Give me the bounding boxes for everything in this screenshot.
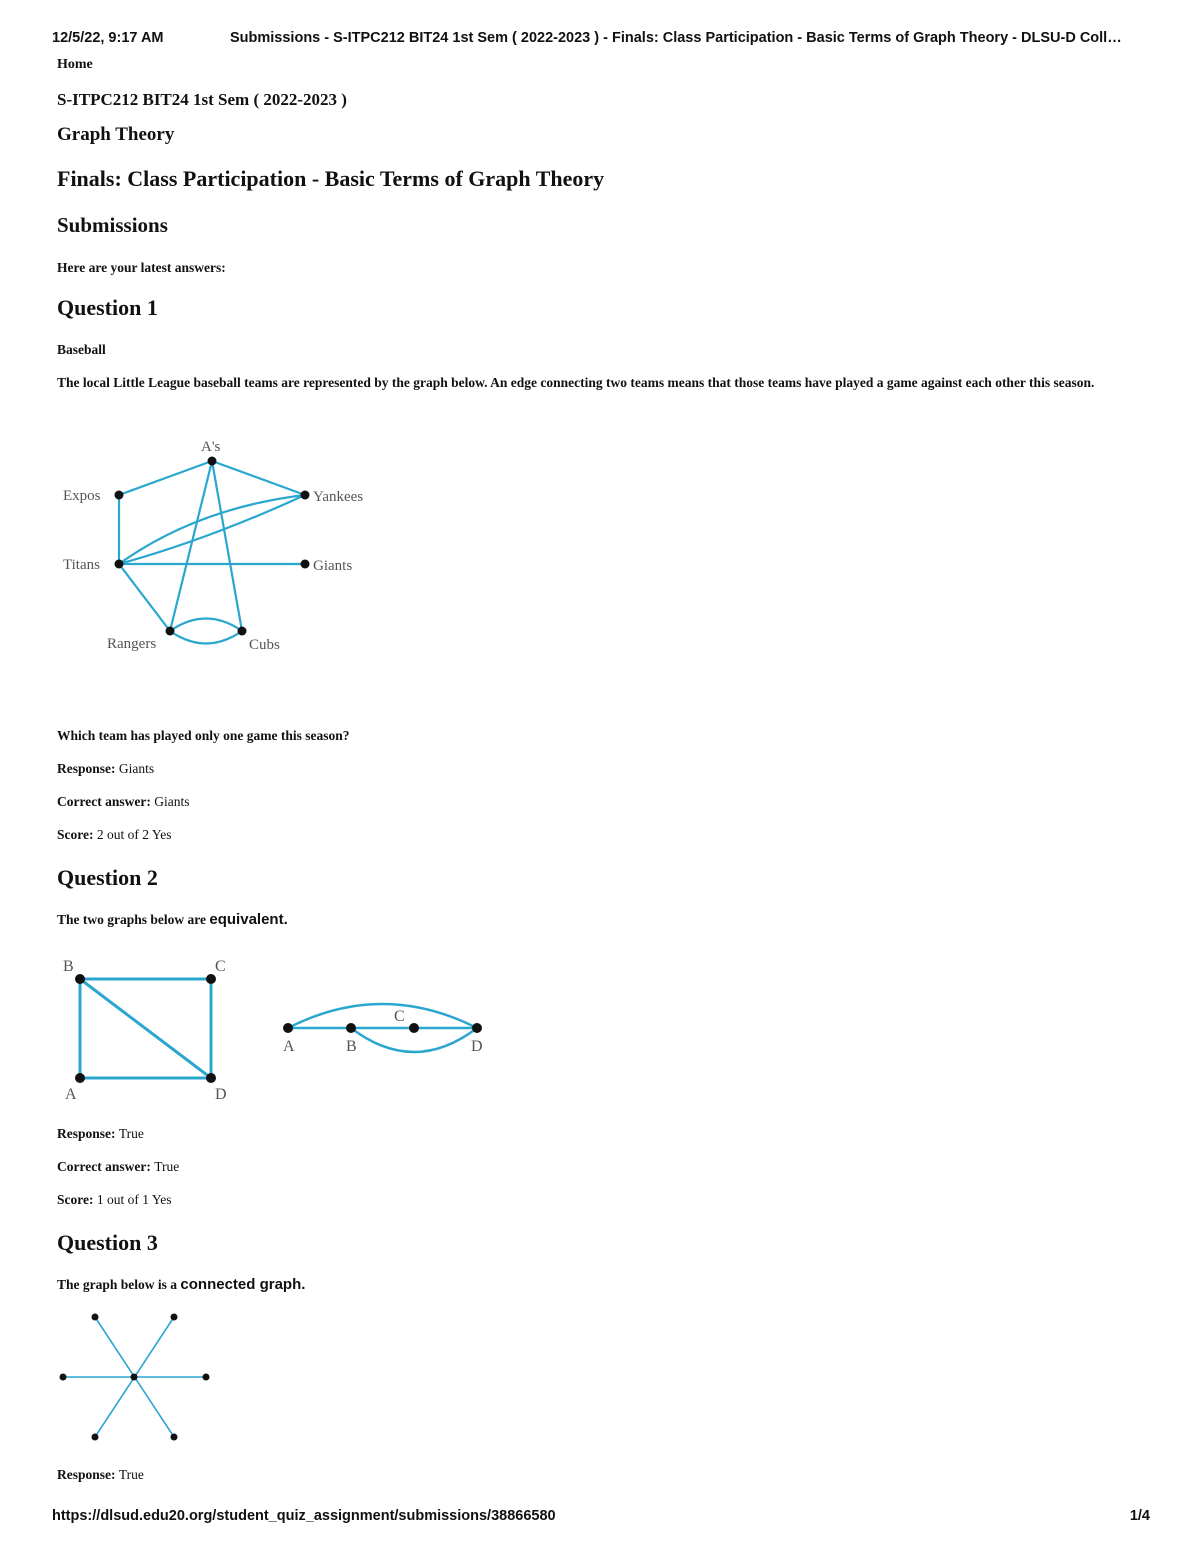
question-2-prompt-text: The two graphs below are	[57, 912, 207, 927]
edge-rangers-cubs-1	[170, 619, 242, 632]
vertex-giants	[301, 560, 310, 569]
graph1-label-a: A	[65, 1086, 77, 1103]
page-url: https://dlsud.edu20.org/student_quiz_assignment/submissions/38866580	[52, 1508, 556, 1524]
correct-answer-value: True	[154, 1159, 180, 1174]
response-label: Response:	[57, 1126, 116, 1141]
vertex-b2	[346, 1023, 356, 1033]
score-value: 2 out of 2 Yes	[96, 827, 172, 842]
edge-b-d	[80, 979, 211, 1078]
graph1-label-b: B	[63, 958, 74, 975]
graph-label-expos: Expos	[63, 488, 101, 504]
score-value: 1 out of 1 Yes	[96, 1192, 172, 1207]
question-3-prompt-text: The graph below is a	[57, 1277, 178, 1292]
question-2-heading: Question 2	[57, 865, 158, 890]
response-value: True	[118, 1467, 144, 1482]
print-header	[52, 30, 1150, 50]
question-2-prompt-keyword: equivalent.	[209, 911, 288, 928]
vertex-bottom-right	[171, 1434, 178, 1441]
question-2-graphs	[57, 952, 497, 1112]
graph1-label-c: C	[215, 958, 226, 975]
print-date: 12/5/22, 9:17 AM	[52, 30, 164, 46]
vertex-right	[203, 1374, 210, 1381]
vertex-a	[75, 1073, 85, 1083]
correct-answer-label: Correct answer:	[57, 794, 151, 809]
print-page-title: Submissions - S-ITPC212 BIT24 1st Sem ( 2022-2023 ) - Finals: Class Participation - Basic Terms of Graph Theory - DLSU-D Coll…	[230, 30, 1122, 46]
vertex-left	[60, 1374, 67, 1381]
score-label: Score:	[57, 1192, 94, 1207]
edge-as-cubs	[212, 461, 242, 631]
graph-label-as: A's	[201, 439, 221, 455]
section-title: Graph Theory	[57, 124, 175, 145]
response-label: Response:	[57, 1467, 116, 1482]
vertex-top-right	[171, 1314, 178, 1321]
graph2-label-d: D	[471, 1038, 483, 1055]
question-2-score	[57, 1192, 172, 1208]
question-2-correct-answer	[57, 1159, 179, 1175]
vertex-as	[208, 457, 217, 466]
question-1-text: Which team has played only one game this season?	[57, 728, 350, 743]
vertex-expos	[115, 491, 124, 500]
print-footer	[52, 1508, 1150, 1524]
question-1-score	[57, 827, 172, 843]
edge-as-expos	[119, 461, 212, 495]
vertex-titans	[115, 560, 124, 569]
vertex-top-left	[92, 1314, 99, 1321]
vertex-b	[75, 974, 85, 984]
question-3-response	[57, 1467, 144, 1483]
course-title: S-ITPC212 BIT24 1st Sem ( 2022-2023 )	[57, 90, 347, 109]
edge-titans-yankees-1	[119, 495, 305, 564]
vertex-d	[206, 1073, 216, 1083]
graph-label-cubs: Cubs	[249, 637, 280, 653]
graph1-label-d: D	[215, 1086, 227, 1103]
score-label: Score:	[57, 827, 94, 842]
graph-label-titans: Titans	[63, 557, 100, 573]
graph-label-rangers: Rangers	[107, 636, 157, 652]
question-3-graph	[57, 1308, 227, 1448]
question-3-heading: Question 3	[57, 1230, 158, 1255]
graph-label-yankees: Yankees	[313, 489, 364, 505]
question-1-prompt: The local Little League baseball teams are represented by the graph below. An edge connecting two teams means that those teams have played a game against each other this season.	[57, 375, 1095, 390]
response-label: Response:	[57, 761, 116, 776]
graph2-label-c: C	[394, 1008, 405, 1025]
intro-text: Here are your latest answers:	[57, 260, 226, 275]
page-number: 1/4	[1129, 1508, 1150, 1524]
question-1-heading: Question 1	[57, 295, 158, 320]
question-3-prompt-keyword: connected graph.	[180, 1276, 306, 1293]
correct-answer-value: Giants	[154, 794, 190, 809]
question-2-prompt	[57, 911, 288, 928]
question-1-topic: Baseball	[57, 342, 106, 357]
home-link[interactable]: Home	[57, 57, 93, 72]
vertex-yankees	[301, 491, 310, 500]
vertex-center	[131, 1374, 138, 1381]
edge-rangers-cubs-2	[170, 631, 242, 644]
question-2-response	[57, 1126, 144, 1142]
vertex-c2	[409, 1023, 419, 1033]
edge-titans-yankees-2	[119, 495, 305, 564]
edge-titans-rangers	[119, 564, 170, 631]
question-1-correct-answer	[57, 794, 189, 810]
vertex-bottom-left	[92, 1434, 99, 1441]
vertex-a2	[283, 1023, 293, 1033]
edge-a-d-arc	[288, 1004, 477, 1028]
question-1-response	[57, 761, 154, 777]
vertex-c	[206, 974, 216, 984]
edge-as-yankees	[212, 461, 305, 495]
graph-label-giants: Giants	[313, 558, 353, 574]
vertex-d2	[472, 1023, 482, 1033]
vertex-cubs	[238, 627, 247, 636]
correct-answer-label: Correct answer:	[57, 1159, 151, 1174]
response-value: True	[118, 1126, 144, 1141]
vertex-rangers	[166, 627, 175, 636]
response-value: Giants	[118, 761, 155, 776]
assignment-title: Finals: Class Participation - Basic Terms of Graph Theory	[57, 166, 605, 191]
graph2-label-b: B	[346, 1038, 357, 1055]
question-3-prompt	[57, 1276, 305, 1293]
graph2-label-a: A	[283, 1038, 295, 1055]
question-1-graph	[57, 430, 387, 660]
submissions-heading: Submissions	[57, 213, 168, 237]
